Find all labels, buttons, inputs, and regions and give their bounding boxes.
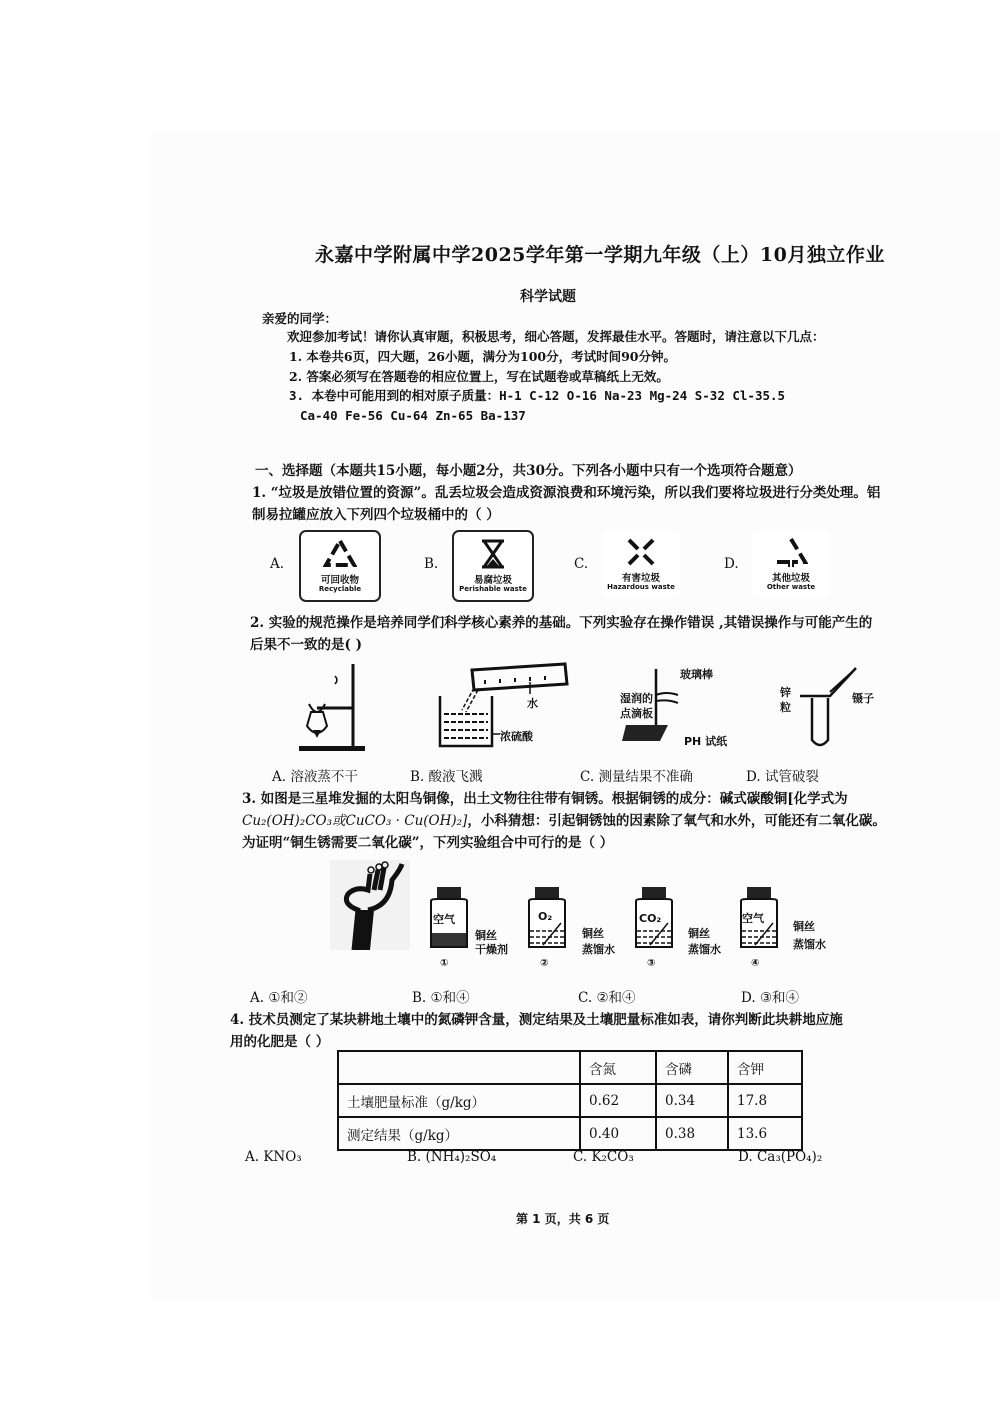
recycle-icon (323, 538, 357, 570)
q4-option-c[interactable]: C. K₂CO₃ (573, 1149, 634, 1165)
q2-option-b[interactable]: B. 酸液飞溅 (410, 769, 483, 785)
q3-option-a[interactable]: A. ①和② (250, 990, 308, 1006)
q3-line2: Cu₂(OH)₂CO₃或CuCO₃ · Cu(OH)₂]，小科猜想：引起铜锈蚀的因素除了氧气和水外，可能还有二氧化碳。 (242, 813, 886, 829)
table-header-row: 含氮 含磷 含钾 (338, 1051, 802, 1084)
instruction-item-3: 3. 本卷中可能用到的相对原子质量：H-1 C-12 O-16 Na-23 Mg-24 S-32 Cl-35.5 (289, 388, 786, 403)
bottle-4-num: ④ (751, 958, 760, 969)
q2-line2: 后果不一致的是( ) (250, 637, 362, 653)
q4-line1: 4. 技术员测定了某块耕地土壤中的氮磷钾含量，测定结果及土壤肥量标准如表，请你判断此块耕地应施 (230, 1012, 843, 1028)
bin-label-en: Other waste (766, 583, 816, 591)
page-number: 第 1 页，共 6 页 (516, 1212, 610, 1226)
q1-option-c-letter[interactable]: C. (574, 556, 589, 572)
instructions-intro: 欢迎参加考试！请你认真审题，积极思考，细心答题，发挥最佳水平。答题时，请注意以下几点： (287, 329, 825, 344)
bottle-4-gas: 空气 (742, 912, 764, 925)
label-tweezers: 镊子 (852, 692, 874, 705)
label-wet-plate-1: 湿润的 (620, 692, 653, 705)
bottle-3-bottom: 蒸馏水 (688, 943, 721, 956)
q4-option-a[interactable]: A. KNO₃ (245, 1149, 302, 1165)
label-glass-rod: 玻璃棒 (680, 668, 713, 681)
evaporation-apparatus-figure (295, 660, 370, 755)
table-row: 测定结果（g/kg） 0.40 0.38 13.6 (338, 1117, 802, 1150)
q2-option-a[interactable]: A. 溶液蒸不干 (272, 769, 358, 785)
q3-line3: 为证明“铜生锈需要二氧化碳”，下列实验组合中可行的是（ ） (242, 835, 614, 851)
q3-option-c[interactable]: C. ②和④ (578, 990, 636, 1006)
label-wet-plate-2: 点滴板 (620, 707, 653, 720)
bin-label-en: Perishable waste (459, 585, 527, 593)
bottle-1-num: ① (440, 958, 449, 969)
bottle-3-num: ③ (647, 958, 656, 969)
bottle-3-wire: 铜丝 (688, 927, 710, 940)
q2-option-d[interactable]: D. 试管破裂 (746, 769, 819, 785)
q4-line2: 用的化肥是（ ） (230, 1034, 330, 1050)
label-zinc-2: 粒 (780, 701, 791, 714)
copper-rust-formula: Cu₂(OH)₂CO₃或CuCO₃ · Cu(OH)₂] (242, 813, 468, 829)
page-title: 永嘉中学附属中学2025学年第一学期九年级（上）10月独立作业 (315, 244, 885, 266)
hazard-cross-icon (625, 536, 657, 568)
label-zinc-1: 锌 (780, 686, 791, 699)
page-subtitle: 科学试题 (520, 289, 576, 305)
soil-nutrient-table (337, 1050, 803, 1151)
q4-option-d[interactable]: D. Ca₃(PO₄)₂ (738, 1149, 823, 1165)
bottle-2-bottom: 蒸馏水 (582, 943, 615, 956)
q1-option-b-letter[interactable]: B. (424, 556, 439, 572)
bottle-2-gas: O₂ (538, 910, 553, 923)
label-conc-acid: 浓硫酸 (500, 730, 533, 743)
label-water: 水 (527, 697, 538, 710)
instruction-item-1: 1. 本卷共6页，四大题，26小题，满分为100分，考试时间90分钟。 (289, 349, 676, 364)
bottle-1-gas: 空气 (433, 913, 455, 926)
other-waste-icon (774, 536, 808, 568)
bin-label-en: Hazardous waste (607, 583, 675, 591)
bottle-4-bottom: 蒸馏水 (793, 938, 826, 951)
bottle-3-gas: CO₂ (639, 912, 662, 925)
q1-option-a-letter[interactable]: A. (270, 556, 285, 572)
q3-option-d[interactable]: D. ③和④ (741, 990, 800, 1006)
label-ph-paper: PH 试纸 (684, 735, 728, 748)
q1-line2: 制易拉罐应放入下列四个垃圾桶中的（ ） (252, 507, 500, 523)
instruction-item-2: 2. 答案必须写在答题卷的相应位置上，写在试题卷或草稿纸上无效。 (289, 369, 669, 384)
test-tube-figure (800, 662, 860, 752)
q1-option-d-bin[interactable] (752, 530, 830, 598)
q1-option-a-bin[interactable] (299, 530, 381, 602)
q2-line1: 2. 实验的规范操作是培养同学们科学核心素养的基础。下列实验存在操作错误 ,其错误操作与可能产生的 (250, 615, 873, 631)
q1-option-b-bin[interactable] (452, 530, 534, 602)
bottle-1-bottom: 干燥剂 (475, 943, 508, 956)
q3-option-b[interactable]: B. ①和④ (412, 990, 470, 1006)
hourglass-icon (478, 538, 508, 570)
q4-option-b[interactable]: B. (NH₄)₂SO₄ (407, 1149, 497, 1165)
bottle-2-num: ② (540, 958, 549, 969)
q2-option-c[interactable]: C. 测量结果不准确 (580, 769, 693, 785)
sun-bird-bronze-photo (330, 860, 410, 950)
bin-label-cn: 易腐垃圾 (473, 575, 512, 586)
bottle-2-wire: 铜丝 (582, 927, 604, 940)
q3-line1: 3. 如图是三星堆发掘的太阳鸟铜像，出土文物往往带有铜锈。根据铜锈的成分：碱式碳酸铜[化学式为 (242, 791, 848, 807)
bin-label-en: Recyclable (318, 585, 362, 593)
bottle-4-wire: 铜丝 (793, 920, 815, 933)
section-heading: 一、选择题（本题共15小题，每小题2分，共30分。下列各小题中只有一个选项符合题意） (255, 463, 802, 479)
q1-option-c-bin[interactable] (602, 530, 680, 598)
q1-line1: 1. “垃圾是放错位置的资源”。乱丢垃圾会造成资源浪费和环境污染，所以我们要将垃圾进行分类处理。铝 (252, 485, 881, 501)
q1-option-d-letter[interactable]: D. (724, 556, 739, 572)
bin-label-cn: 其他垃圾 (771, 573, 810, 584)
bottle-1-wire: 铜丝 (475, 929, 497, 942)
atomic-masses-line2: Ca-40 Fe-56 Cu-64 Zn-65 Ba-137 (300, 408, 526, 423)
greeting: 亲爱的同学： (262, 311, 338, 326)
table-row: 土壤肥量标准（g/kg） 0.62 0.34 17.8 (338, 1084, 802, 1117)
bin-label-cn: 可回收物 (320, 575, 359, 586)
bin-label-cn: 有害垃圾 (621, 573, 660, 584)
